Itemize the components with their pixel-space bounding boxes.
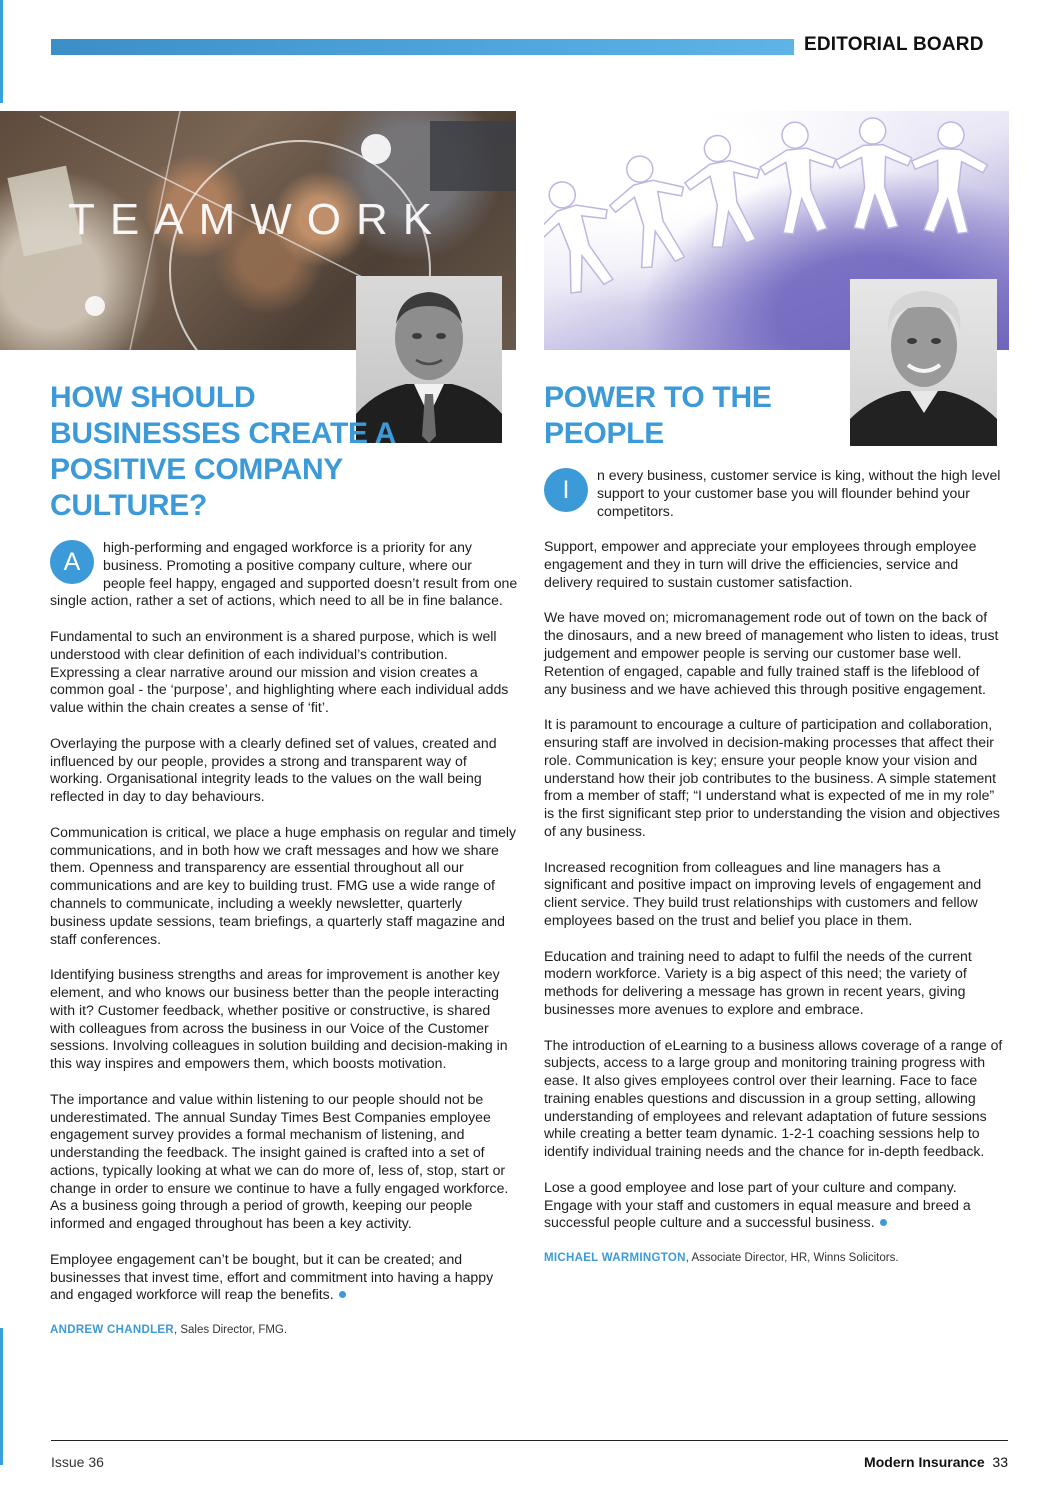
dropcap: A: [50, 540, 94, 584]
magazine-name: Modern Insurance: [864, 1454, 985, 1470]
article-paragraph: Identifying business strengths and areas for improvement is another key element, and who knows our business better than the people interacting with it? Customer feedback, whether positive or constructive, is shared with colleagues from across the business in our Voice of the Customer sessions. Involving colleagues in solution building and decision-making in this way inspires and empowers them, which boosts motivation.: [50, 966, 508, 1072]
article-paragraph: Employee engagement can’t be bought, but it can be created; and businesses that invest time, effort and commitment into having a happy and engaged workforce will reap the benefits.: [50, 1250, 494, 1303]
portrait-illustration: [850, 279, 997, 446]
author-name: ANDREW CHANDLER: [50, 1324, 174, 1337]
left-edge-accent-bottom: [0, 1328, 3, 1465]
article-paragraph: It is paramount to encourage a culture of participation and collaboration, ensuring staff are involved in decision-making processes that affect their role. Communication is key; ensure your people know your vision and understand how their job contributes to the business. A simple statement from a member of staff; “I understand what is expected of me in my role” is the first significant step prior to understanding the vision and objectives of any business.: [544, 716, 1000, 839]
right-article-byline: [544, 1250, 1006, 1268]
footer-issue: Issue 36: [51, 1454, 104, 1470]
author-role: , Associate Director, HR, Winns Solicitors.: [685, 1252, 899, 1265]
left-article-headline: HOW SHOULD BUSINESSES CREATE A POSITIVE COMPANY CULTURE?: [50, 381, 395, 522]
end-of-article-dot-icon: [339, 1291, 346, 1298]
article-paragraph: Overlaying the purpose with a clearly defined set of values, created and influenced by our people, provides a strong and transparent way of working. Organisational integrity leads to the values on the wall being reflected in day to day behaviours.: [50, 734, 497, 805]
article-paragraph: Increased recognition from colleagues and line managers has a significant and positive impact on improving levels of engagement and client service. They build trust relationships with customers and fellow employees based on the trust and belief you place in them.: [544, 858, 982, 928]
teamwork-image-text: TEAMWORK: [68, 195, 448, 244]
article-paragraph: The introduction of eLearning to a business allows coverage of a range of subjects, access to a large group and monitoring training progress with ease. It also gives employees control over their learning. Face to face training enables questions and discussion in a group setting, allowing understanding of employees and relevant adaptation of future sessions while creating a better team dynamic. 1-2-1 coaching sessions help to identify individual training needs and the chance for in-depth feedback.: [544, 1036, 1003, 1160]
footer-rule: [51, 1440, 1008, 1441]
article-paragraph: We have moved on; micromanagement rode out of town on the back of the dinosaurs, and a new breed of management who listen to ideas, trust judgement and empower people is serving our customer base well. Retention of engaged, capable and fully trained staff is the lifeblood of any business and we have achieved this through positive engagement.: [544, 609, 999, 697]
footer-magazine-page: [864, 1454, 1008, 1470]
article-paragraph: Education and training need to adapt to fulfil the needs of the current modern workforce. Variety is a big aspect of this need; the variety of methods for delivering a message has grown in recent years, giving businesses more avenues to explore and embrace.: [544, 947, 972, 1017]
section-header-bar: [51, 39, 794, 55]
article-paragraph: The importance and value within listening to our people should not be underestimated. The annual Sunday Times Best Companies employee engagement survey provides a formal mechanism of listening, and understanding the feedback. The insight gained is crafted into a set of actions, typically looking at what we can do more of, less of, stop, start or change in order to ensure we continue to have a fully engaged workforce. As a business going through a period of growth, keeping our people informed and engaged throughout has been a key activity.: [50, 1090, 509, 1232]
author-name: MICHAEL WARMINGTON: [544, 1252, 686, 1265]
article-paragraph: A high-performing and engaged workforce is a priority for any business. Promoting a positive company culture, where our people feel happy, engaged and supported doesn’t result from one single action, rather a set of actions, which need to all be in fine balance.: [50, 539, 518, 609]
michael-warmington-portrait: [850, 279, 997, 446]
article-paragraph: Fundamental to such an environment is a shared purpose, which is well understood with clear definition of each individual’s contribution. Expressing a clear narrative around our mission and vision creates a common goal - the ‘purpose’, and highlighting where each individual adds value within the chain creates a sense of ‘fit’.: [50, 627, 509, 716]
right-article-body: [544, 467, 1006, 1268]
author-role: , Sales Director, FMG.: [173, 1324, 288, 1337]
section-label: EDITORIAL BOARD: [804, 34, 984, 55]
end-of-article-dot-icon: [880, 1219, 887, 1226]
article-paragraph: Communication is critical, we place a huge emphasis on regular and timely communications, and in both how we craft messages and how we share them. Openness and transparency are essential throughout all our communications and are key to building trust. FMG use a wide range of channels to communicate, including a weekly newsletter, quarterly business update sessions, team briefings, a quarterly staff magazine and staff conferences.: [50, 823, 517, 947]
article-paragraph: I n every business, customer service is king, without the high level support to your customer base you will flounder behind your competitors.: [544, 467, 1006, 520]
right-article-headline: POWER TO THE PEOPLE: [544, 381, 772, 450]
article-paragraph: Lose a good employee and lose part of your culture and company. Engage with your staff and customers in equal measure and breed a successful people culture and a successful business.: [544, 1178, 971, 1231]
left-article-byline: [50, 1322, 518, 1340]
left-article-body: [50, 539, 518, 1340]
left-edge-accent-top: [0, 0, 3, 103]
article-paragraph: Support, empower and appreciate your employees through employee engagement and they in turn will drive the efficiencies, service and delivery required to sustain customer satisfaction.: [544, 538, 977, 590]
dropcap: I: [544, 468, 588, 512]
page-number: 33: [992, 1454, 1008, 1470]
